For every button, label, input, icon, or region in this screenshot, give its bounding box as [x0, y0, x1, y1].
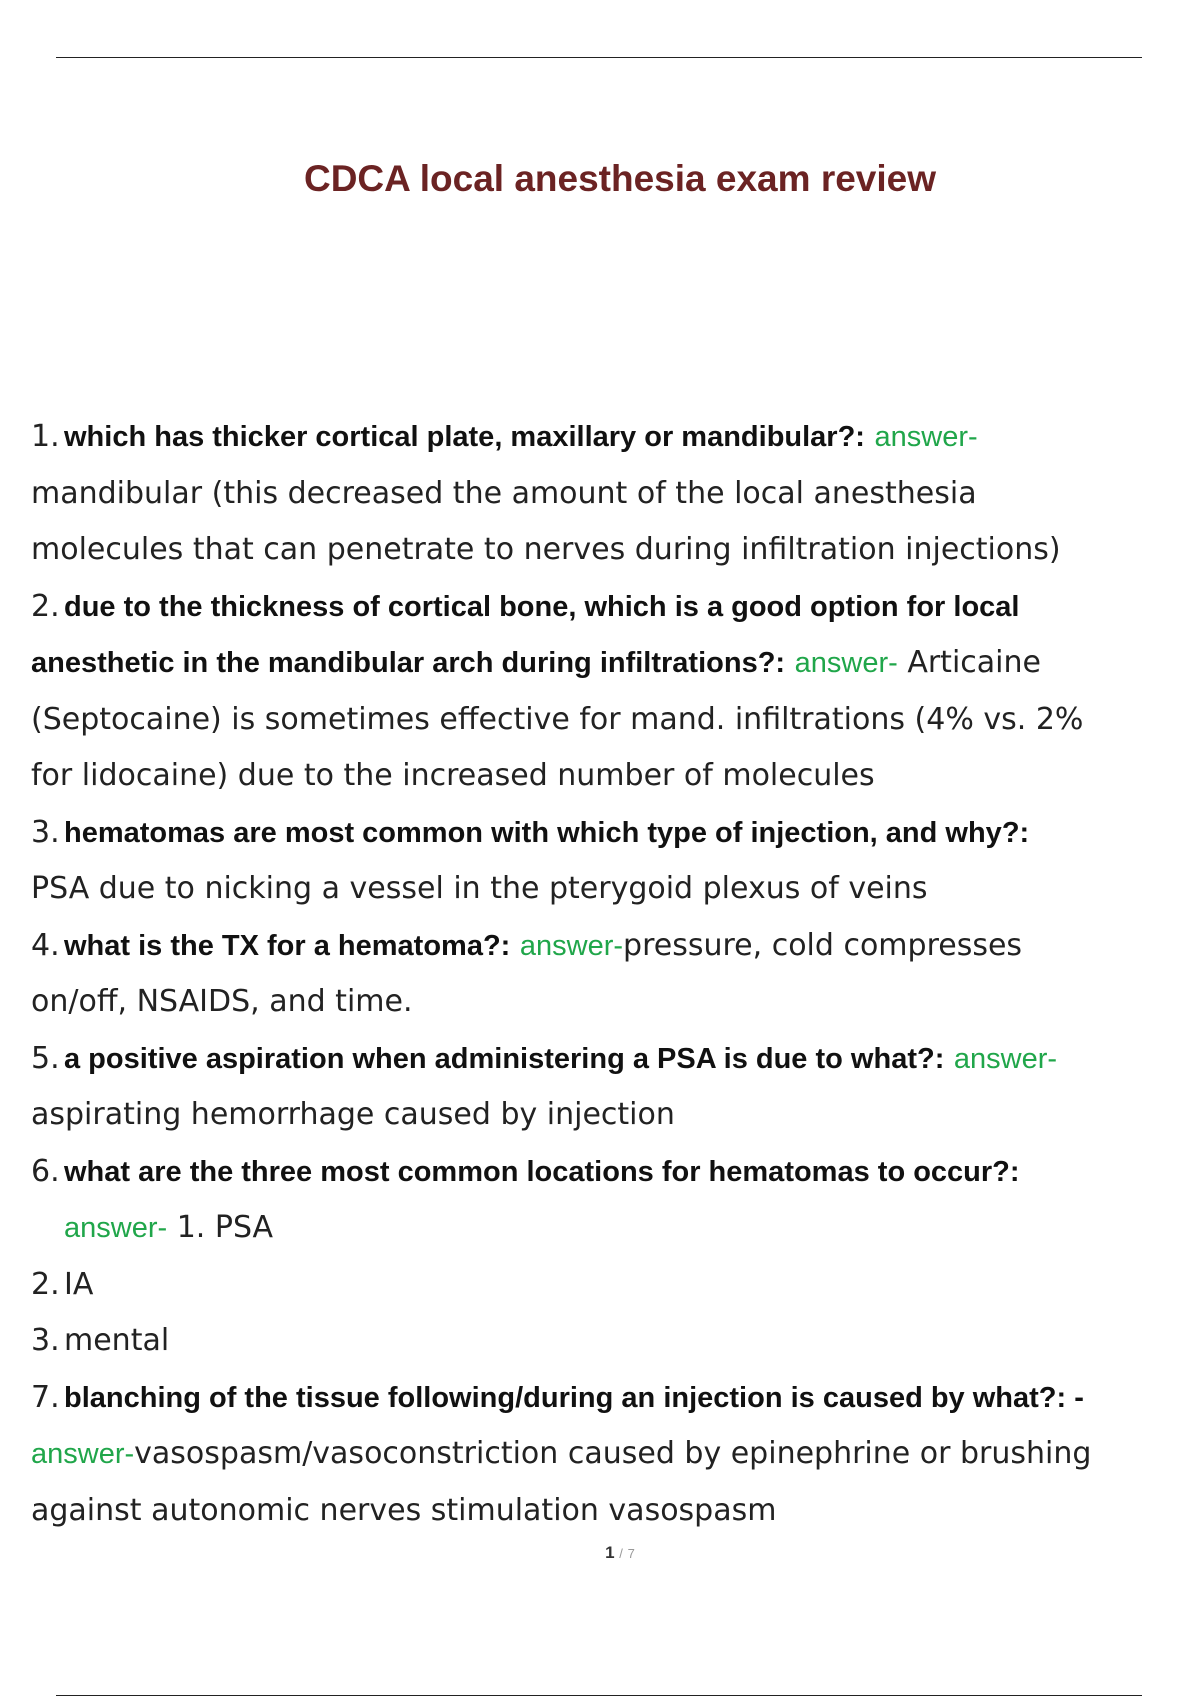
answer-marker: answer- [31, 1438, 135, 1470]
list-item [31, 1313, 1191, 1370]
answer-line: for lidocaine) due to the increased number of molecules [31, 758, 875, 793]
question-text: which has thicker cortical plate, maxillary or mandibular?: [64, 421, 865, 453]
answer-line: mandibular (this decreased the amount of the local anesthesia [31, 475, 977, 511]
question-number: 6. [31, 1153, 60, 1189]
top-rule [56, 57, 1142, 58]
question-2-continued [31, 635, 1191, 692]
answer-marker: answer- [794, 647, 898, 679]
question-6 [31, 1144, 1191, 1201]
answer-line: on/off, NSAIDS, and time. [31, 984, 413, 1019]
question-text: due to the thickness of cortical bone, which is a good option for local [64, 590, 1020, 623]
question-number: 7. [31, 1379, 60, 1415]
answer-text: Articaine [907, 645, 1041, 680]
answer-marker: answer- [953, 1042, 1058, 1075]
answer-text: pressure, cold compresses [623, 927, 1023, 963]
list-item-text: IA [64, 1266, 94, 1302]
list-item-number: 3. [31, 1323, 60, 1358]
list-item [31, 1257, 1191, 1314]
answer-line: against autonomic nerves stimulation vasospasm [31, 1492, 777, 1528]
question-text: blanching of the tissue following/during an injection is caused by what?: - [64, 1381, 1084, 1414]
current-page: 1 [605, 1543, 615, 1562]
answer-line: (Septocaine) is sometimes effective for mand. infiltrations (4% vs. 2% [31, 701, 1084, 737]
question-text: what is the TX for a hematoma?: [64, 929, 511, 962]
question-number: 2. [31, 588, 60, 624]
question-number: 5. [31, 1040, 60, 1076]
list-item-text: mental [64, 1323, 170, 1358]
question-number: 4. [31, 927, 60, 963]
question-1 [31, 409, 1191, 466]
bottom-rule [56, 1695, 1142, 1696]
question-4 [31, 918, 1191, 975]
answer-line: molecules that can penetrate to nerves during infiltration injections) [31, 532, 1061, 567]
question-text: anesthetic in the mandibular arch during infiltrations?: [31, 647, 786, 679]
answer-marker: answer- [519, 929, 624, 962]
question-text: what are the three most common locations for hematomas to occur?: [64, 1155, 1020, 1188]
page-separator: / [619, 1546, 623, 1561]
qa-list [31, 409, 1191, 1539]
document-title: CDCA local anesthesia exam review [303, 158, 937, 199]
question-7-answer [31, 1426, 1191, 1483]
answer-marker: answer- [64, 1212, 168, 1244]
answer-text: 1. PSA [176, 1210, 274, 1245]
question-7 [31, 1370, 1191, 1427]
question-3 [31, 805, 1191, 862]
question-number: 3. [31, 814, 60, 850]
page-indicator [0, 1543, 1200, 1563]
question-number: 1. [31, 419, 60, 454]
question-5 [31, 1031, 1191, 1088]
question-text: hematomas are most common with which type of injection, and why?: [64, 816, 1030, 849]
answer-line: aspirating hemorrhage caused by injection [31, 1097, 675, 1132]
list-item-number: 2. [31, 1266, 60, 1302]
question-2 [31, 579, 1191, 636]
answer-marker: answer- [874, 421, 978, 453]
question-text: a positive aspiration when administering a PSA is due to what?: [64, 1042, 945, 1075]
total-pages: 7 [627, 1546, 635, 1561]
answer-line: PSA due to nicking a vessel in the pterygoid plexus of veins [31, 871, 928, 906]
question-6-answer [31, 1200, 1191, 1257]
answer-text: vasospasm/vasoconstriction caused by epinephrine or brushing [134, 1436, 1092, 1471]
